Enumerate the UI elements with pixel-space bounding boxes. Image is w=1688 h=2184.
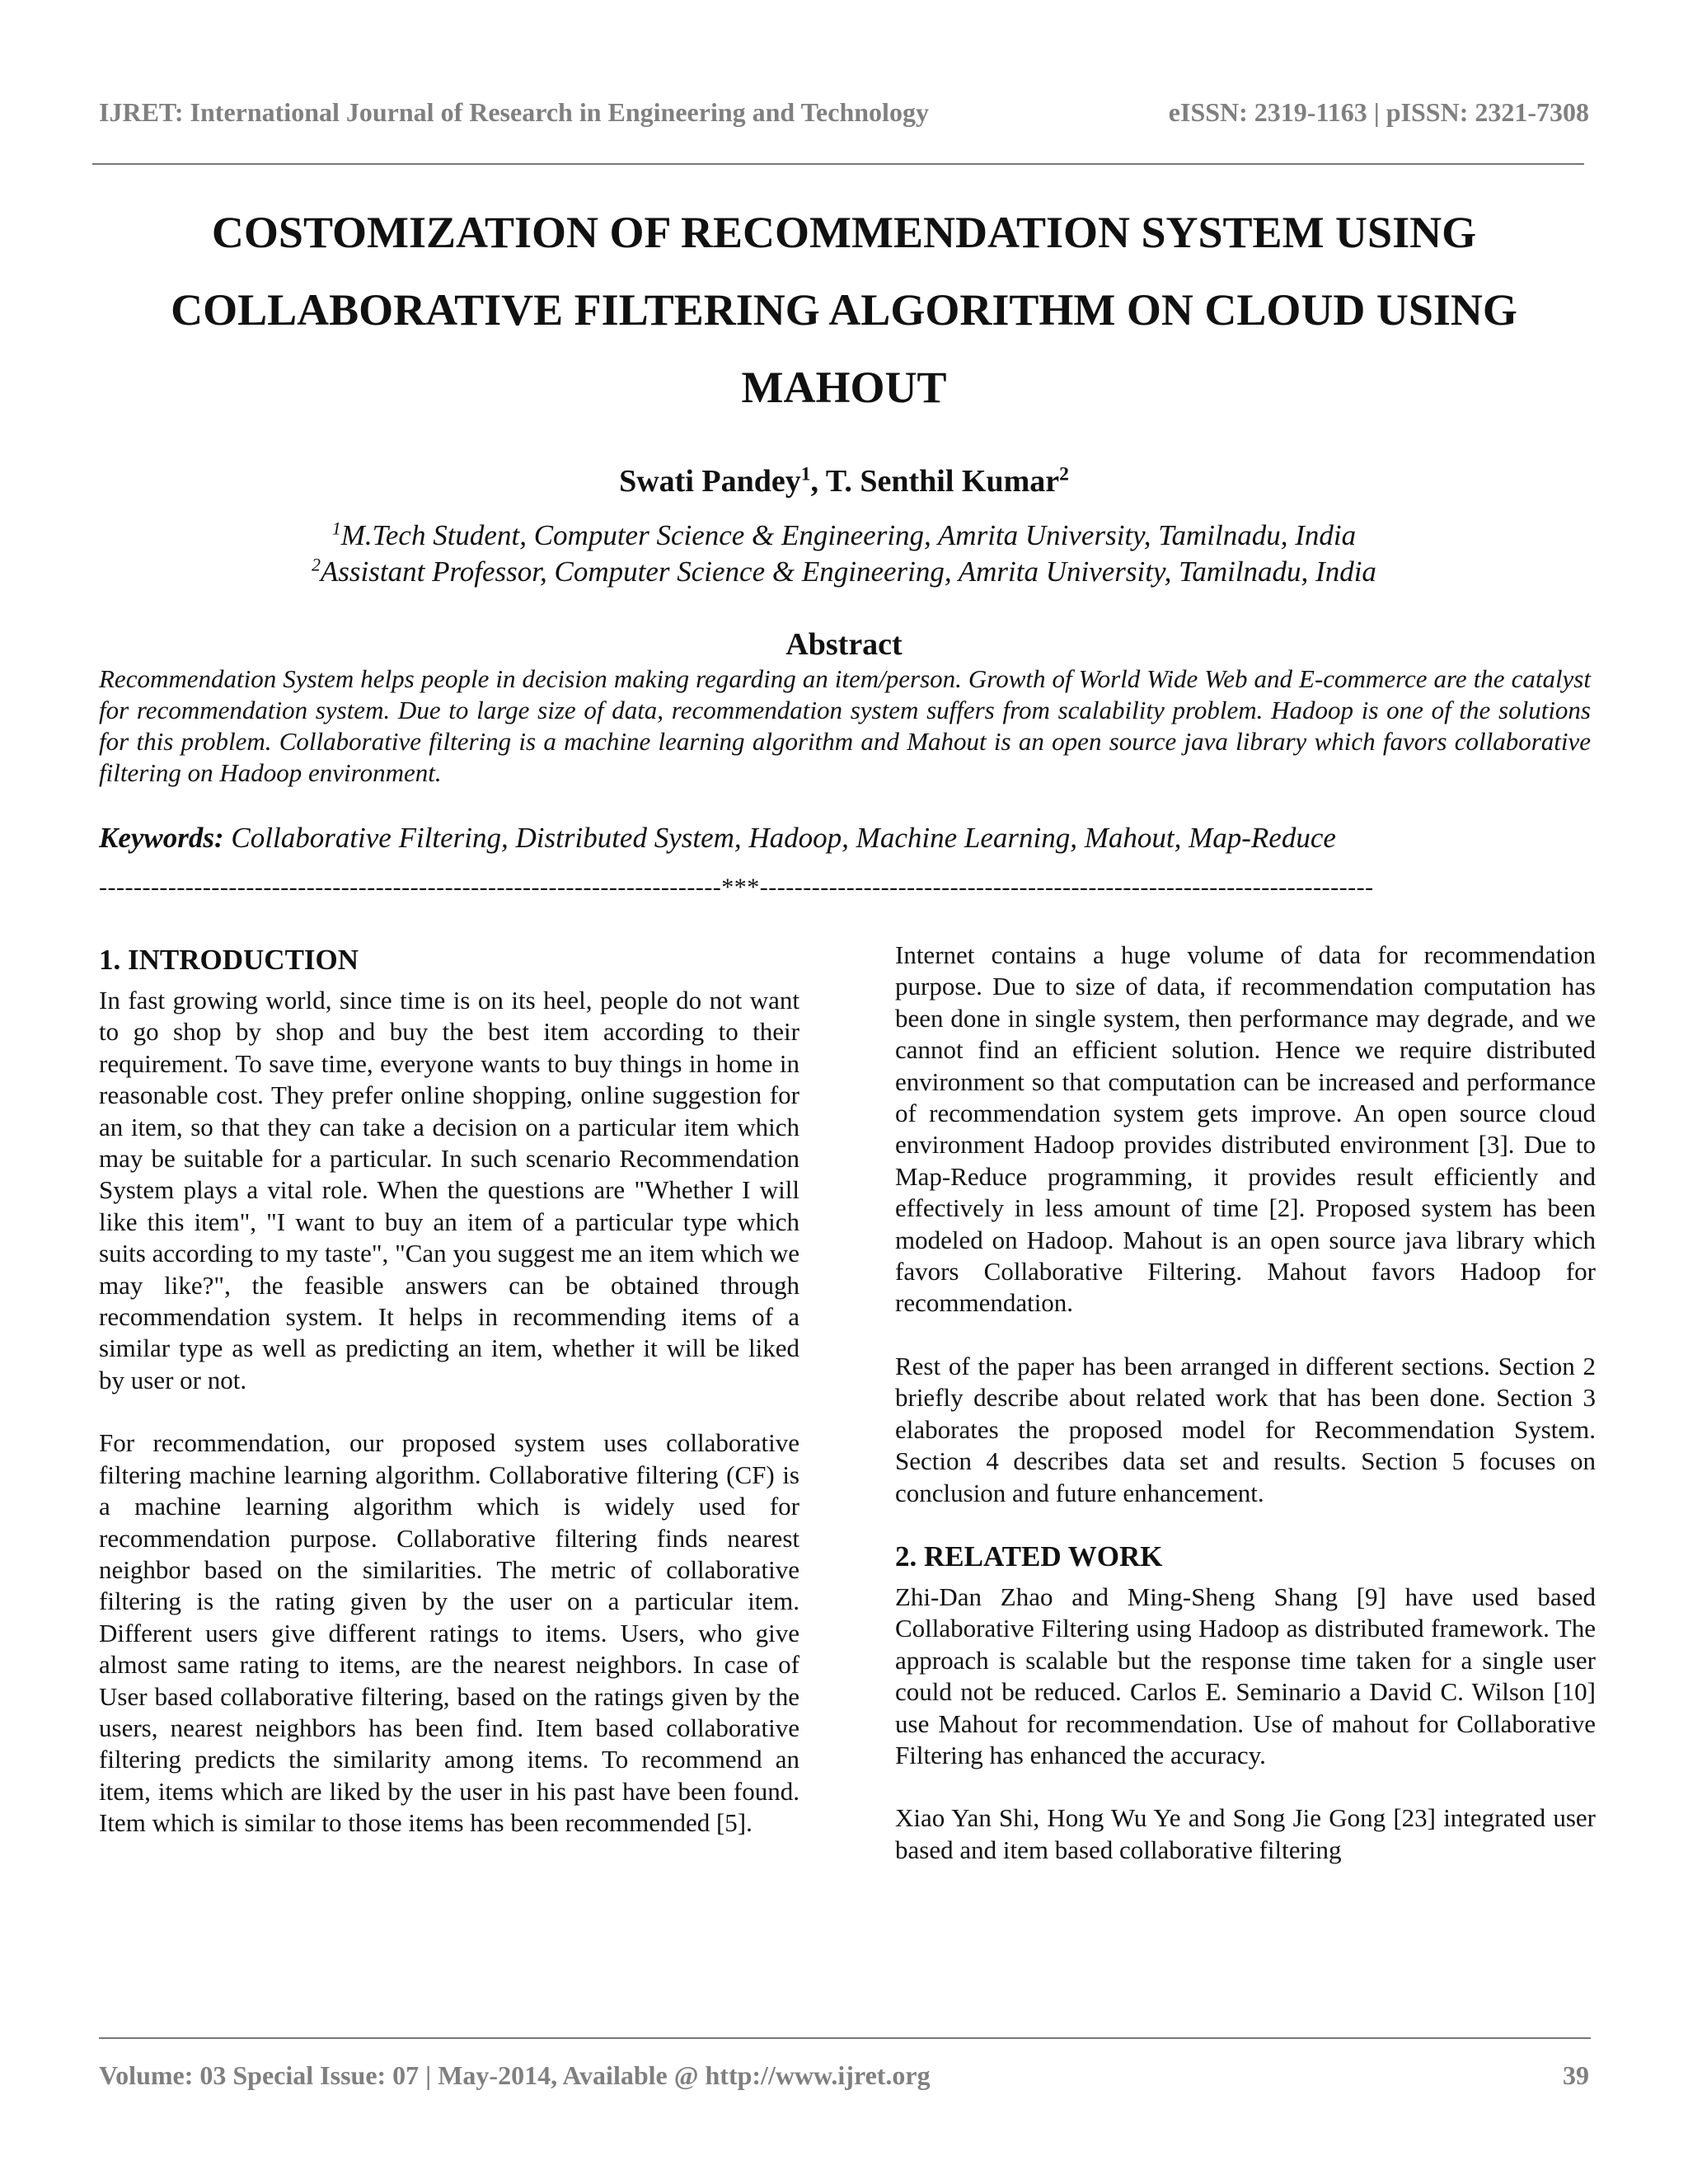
- header-divider: [92, 163, 1584, 165]
- running-footer: [99, 2060, 1589, 2091]
- introduction-paragraph-1: In fast growing world, since time is on its heel, people do not want to go shop by shop and buy the best item according to their requirement. To save time, everyone wants to buy things in home in reasonable cost. They prefer online shopping, online suggestion for an item, so that they can take a decision on a particular item which may be suitable for a particular. In such scenario Recommendation System plays a vital role. When the questions are "Whether I will like this item", "I want to buy an item of a particular type which suits according to my taste", "Can you suggest me an item which we may like?", the feasible answers can be obtained through recommendation system. It helps in recommending items of a similar type as well as predicting an item, whether it will be liked by user or not.: [99, 986, 799, 1394]
- author-1-name: Swati Pandey: [619, 464, 801, 499]
- affiliation-1: [0, 518, 1688, 554]
- keywords-text: Collaborative Filtering, Distributed System, Hadoop, Machine Learning, Mahout, Map-Reduce: [223, 822, 1336, 854]
- paper-title: [107, 194, 1581, 426]
- running-header: [99, 97, 1589, 128]
- affiliation-2-mark: 2: [312, 555, 321, 575]
- author-2-name: T. Senthil Kumar: [825, 464, 1060, 499]
- title-line-2: COLLABORATIVE FILTERING ALGORITHM ON CLOUD USING: [171, 285, 1517, 335]
- author-2-mark: 2: [1059, 463, 1069, 485]
- volume-info: Volume: 03 Special Issue: 07 | May-2014, Available @ http://www.ijret.org: [99, 2060, 931, 2090]
- keywords: [99, 822, 1591, 855]
- keywords-label: Keywords:: [99, 822, 224, 854]
- footer-divider: [99, 2037, 1591, 2039]
- journal-name: IJRET: International Journal of Research in Engineering and Technology: [99, 97, 929, 127]
- abstract-text: Recommendation System helps people in decision making regarding an item/person. Growth of World Wide Web and E-commerce are the catalyst for recommendation system. Due to large size of data, recommendation system suffers from scalability problem. Hadoop is one of the solutions for this problem. Collaborative filtering is a machine learning algorithm and Mahout is an open source java library which favors collaborative filtering on Hadoop environment.: [99, 664, 1591, 787]
- introduction-paragraph-2: For recommendation, our proposed system uses collaborative filtering machine learning algorithm. Collaborative filtering (CF) is a machine learning algorithm which is widely used for recommendation purpose. Collaborative filtering finds nearest neighbor based on the similarities. The metric of collaborative filtering is the rating given by the user on a particular item. Different users give different ratings to items. Users, who give almost same rating to items, are the nearest neighbors. In case of User based collaborative filtering, based on the ratings given by the users, nearest neighbors has been find. Item based collaborative filtering predicts the similarity among items. To recommend an item, items which are liked by the user in his past have been found. Item which is similar to those items has been recommended [5].: [99, 1428, 799, 1838]
- page-number: 39: [1563, 2060, 1589, 2090]
- left-column: [99, 944, 799, 1871]
- affiliation-1-text: M.Tech Student, Computer Science & Engineering, Amrita University, Tamilnadu, India: [340, 519, 1357, 551]
- affiliation-1-mark: 1: [331, 518, 341, 539]
- title-line-3: MAHOUT: [741, 363, 947, 412]
- introduction-paragraph-3: Internet contains a huge volume of data for recommendation purpose. Due to size of data, if recommendation computation has been done in single system, then performance may degrade, and we cannot find an efficient solution. Hence we require distributed environment so that computation can be increased and performance of recommendation system gets improve. An open source cloud environment Hadoop provides distributed environment [3]. Due to Map-Reduce programming, it provides result efficiently and effectively in less amount of time [2]. Proposed system has been modeled on Hadoop. Mahout is an open source java library which favors Collaborative Filtering. Mahout favors Hadoop for recommendation.: [895, 940, 1596, 1318]
- section-separator: ------------------------------------------------------------------------***-----------------------------------------------------------------------: [99, 874, 1374, 901]
- introduction-heading: 1. INTRODUCTION: [99, 944, 359, 976]
- right-column: [895, 940, 1596, 1897]
- affiliation-2-text: Assistant Professor, Computer Science & Engineering, Amrita University, Tamilnadu, India: [320, 555, 1376, 588]
- author-separator: ,: [810, 464, 826, 499]
- author-1-mark: 1: [800, 463, 811, 485]
- title-line-1: COSTOMIZATION OF RECOMMENDATION SYSTEM USING: [211, 208, 1477, 257]
- related-work-paragraph-2: Xiao Yan Shi, Hong Wu Ye and Song Jie Gong [23] integrated user based and item based collaborative filtering: [895, 1803, 1596, 1864]
- related-work-paragraph-1: Zhi-Dan Zhao and Ming-Sheng Shang [9] have used based Collaborative Filtering using Hadoop as distributed framework. The approach is scalable but the response time taken for a single user could not be reduced. Carlos E. Seminario a David C. Wilson [10] use Mahout for recommendation. Use of mahout for Collaborative Filtering has enhanced the accuracy.: [895, 1582, 1596, 1769]
- affiliations: [0, 518, 1688, 590]
- author-list: [0, 463, 1688, 499]
- introduction-paragraph-4: Rest of the paper has been arranged in different sections. Section 2 briefly describe about related work that has been done. Section 3 elaborates the proposed model for Recommendation System. Section 4 describes data set and results. Section 5 focuses on conclusion and future enhancement.: [895, 1351, 1596, 1507]
- issn-info: eISSN: 2319-1163 | pISSN: 2321-7308: [1168, 97, 1589, 127]
- related-work-heading: 2. RELATED WORK: [895, 1540, 1163, 1572]
- affiliation-2: [0, 554, 1688, 590]
- abstract-heading: Abstract: [785, 627, 903, 662]
